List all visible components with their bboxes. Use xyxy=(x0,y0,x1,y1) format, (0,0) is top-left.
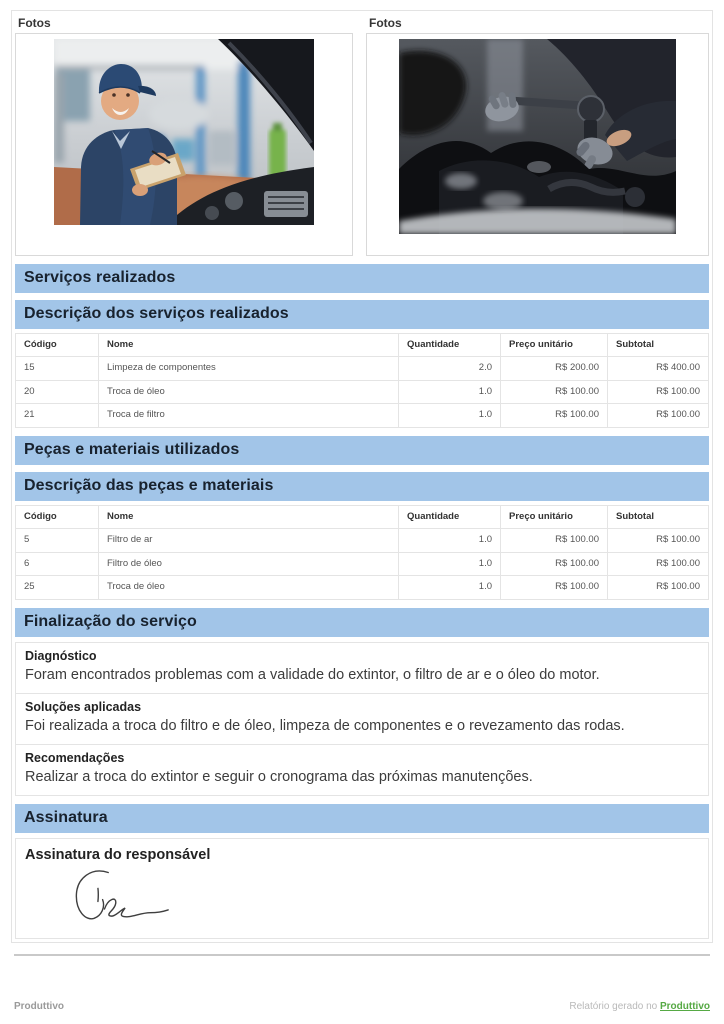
cell-nome: Filtro de ar xyxy=(99,529,399,552)
table-row xyxy=(16,576,709,599)
cell-nome: Troca de filtro xyxy=(99,404,399,427)
section-title-parts: Peças e materiais utilizados xyxy=(15,436,709,465)
col-codigo: Código xyxy=(16,334,99,357)
services-table-header-row xyxy=(16,334,709,357)
cell-subtotal: R$ 100.00 xyxy=(608,404,709,427)
cell-codigo: 6 xyxy=(16,552,99,575)
finalization-blocks xyxy=(15,642,709,796)
signature-image xyxy=(61,865,191,923)
cell-quantidade: 1.0 xyxy=(399,576,501,599)
photo-box-left xyxy=(15,33,353,256)
block-text: Foi realizada a troca do filtro e de óleo, limpeza de componentes e o revezamento das rodas. xyxy=(25,717,625,734)
footer-divider xyxy=(14,954,710,956)
col-nome: Nome xyxy=(99,334,399,357)
block-label: Soluções aplicadas xyxy=(25,699,142,714)
cell-nome: Troca de óleo xyxy=(99,576,399,599)
col-subtotal: Subtotal xyxy=(608,505,709,528)
cell-codigo: 15 xyxy=(16,357,99,380)
photos-section xyxy=(15,14,709,256)
col-subtotal: Subtotal xyxy=(608,334,709,357)
table-row xyxy=(16,357,709,380)
photo-block-right xyxy=(366,14,709,256)
section-title-services: Serviços realizados xyxy=(15,264,709,293)
col-preco-unitario: Preço unitário xyxy=(501,334,608,357)
cell-preco: R$ 100.00 xyxy=(501,380,608,403)
photo-engine-repair xyxy=(399,39,676,234)
section-title-signature: Assinatura xyxy=(15,804,709,833)
signature-box xyxy=(15,838,709,939)
block-recomendacoes xyxy=(16,745,708,795)
cell-subtotal: R$ 100.00 xyxy=(608,552,709,575)
photo-block-left xyxy=(15,14,353,256)
parts-table xyxy=(15,505,709,600)
cell-codigo: 5 xyxy=(16,529,99,552)
cell-codigo: 20 xyxy=(16,380,99,403)
block-diagnostico xyxy=(16,643,708,694)
cell-subtotal: R$ 100.00 xyxy=(608,576,709,599)
cell-subtotal: R$ 400.00 xyxy=(608,357,709,380)
col-preco-unitario: Preço unitário xyxy=(501,505,608,528)
block-label: Diagnóstico xyxy=(25,648,97,663)
section-title-finalization: Finalização do serviço xyxy=(15,608,709,637)
cell-preco: R$ 100.00 xyxy=(501,529,608,552)
table-row xyxy=(16,552,709,575)
block-text: Foram encontrados problemas com a validade do extintor, o filtro de ar e o óleo do motor. xyxy=(25,666,600,683)
block-text: Realizar a troca do extintor e seguir o cronograma das próximas manutenções. xyxy=(25,768,533,785)
block-solucoes xyxy=(16,694,708,745)
cell-codigo: 25 xyxy=(16,576,99,599)
cell-nome: Limpeza de componentes xyxy=(99,357,399,380)
col-nome: Nome xyxy=(99,505,399,528)
section-subtitle-parts: Descrição das peças e materiais xyxy=(15,472,709,501)
table-row xyxy=(16,529,709,552)
section-parts xyxy=(15,436,709,600)
photo-label-left: Fotos xyxy=(18,16,51,30)
col-codigo: Código xyxy=(16,505,99,528)
cell-subtotal: R$ 100.00 xyxy=(608,529,709,552)
section-finalization xyxy=(15,608,709,796)
cell-quantidade: 2.0 xyxy=(399,357,501,380)
cell-preco: R$ 100.00 xyxy=(501,576,608,599)
photo-box-right xyxy=(366,33,709,256)
footer-generated-text: Relatório gerado no Produttivo xyxy=(569,1001,710,1012)
cell-quantidade: 1.0 xyxy=(399,552,501,575)
cell-quantidade: 1.0 xyxy=(399,404,501,427)
cell-preco: R$ 100.00 xyxy=(501,552,608,575)
table-row xyxy=(16,404,709,427)
services-table xyxy=(15,333,709,428)
photo-mechanic-clipboard xyxy=(54,39,314,225)
cell-subtotal: R$ 100.00 xyxy=(608,380,709,403)
photo-label-right: Fotos xyxy=(369,16,402,30)
report-page xyxy=(11,10,713,943)
cell-quantidade: 1.0 xyxy=(399,380,501,403)
col-quantidade: Quantidade xyxy=(399,334,501,357)
cell-nome: Troca de óleo xyxy=(99,380,399,403)
section-subtitle-services: Descrição dos serviços realizados xyxy=(15,300,709,329)
signature-label: Assinatura do responsável xyxy=(25,846,211,863)
table-row xyxy=(16,380,709,403)
cell-preco: R$ 200.00 xyxy=(501,357,608,380)
section-signature xyxy=(15,804,709,939)
block-label: Recomendações xyxy=(25,750,125,765)
footer-brand: Produttivo xyxy=(14,1001,64,1012)
cell-preco: R$ 100.00 xyxy=(501,404,608,427)
cell-nome: Filtro de óleo xyxy=(99,552,399,575)
section-services xyxy=(15,264,709,428)
parts-table-header-row xyxy=(16,505,709,528)
col-quantidade: Quantidade xyxy=(399,505,501,528)
produttivo-link[interactable]: Produttivo xyxy=(660,1001,710,1012)
cell-quantidade: 1.0 xyxy=(399,529,501,552)
cell-codigo: 21 xyxy=(16,404,99,427)
footer xyxy=(14,1001,710,1012)
